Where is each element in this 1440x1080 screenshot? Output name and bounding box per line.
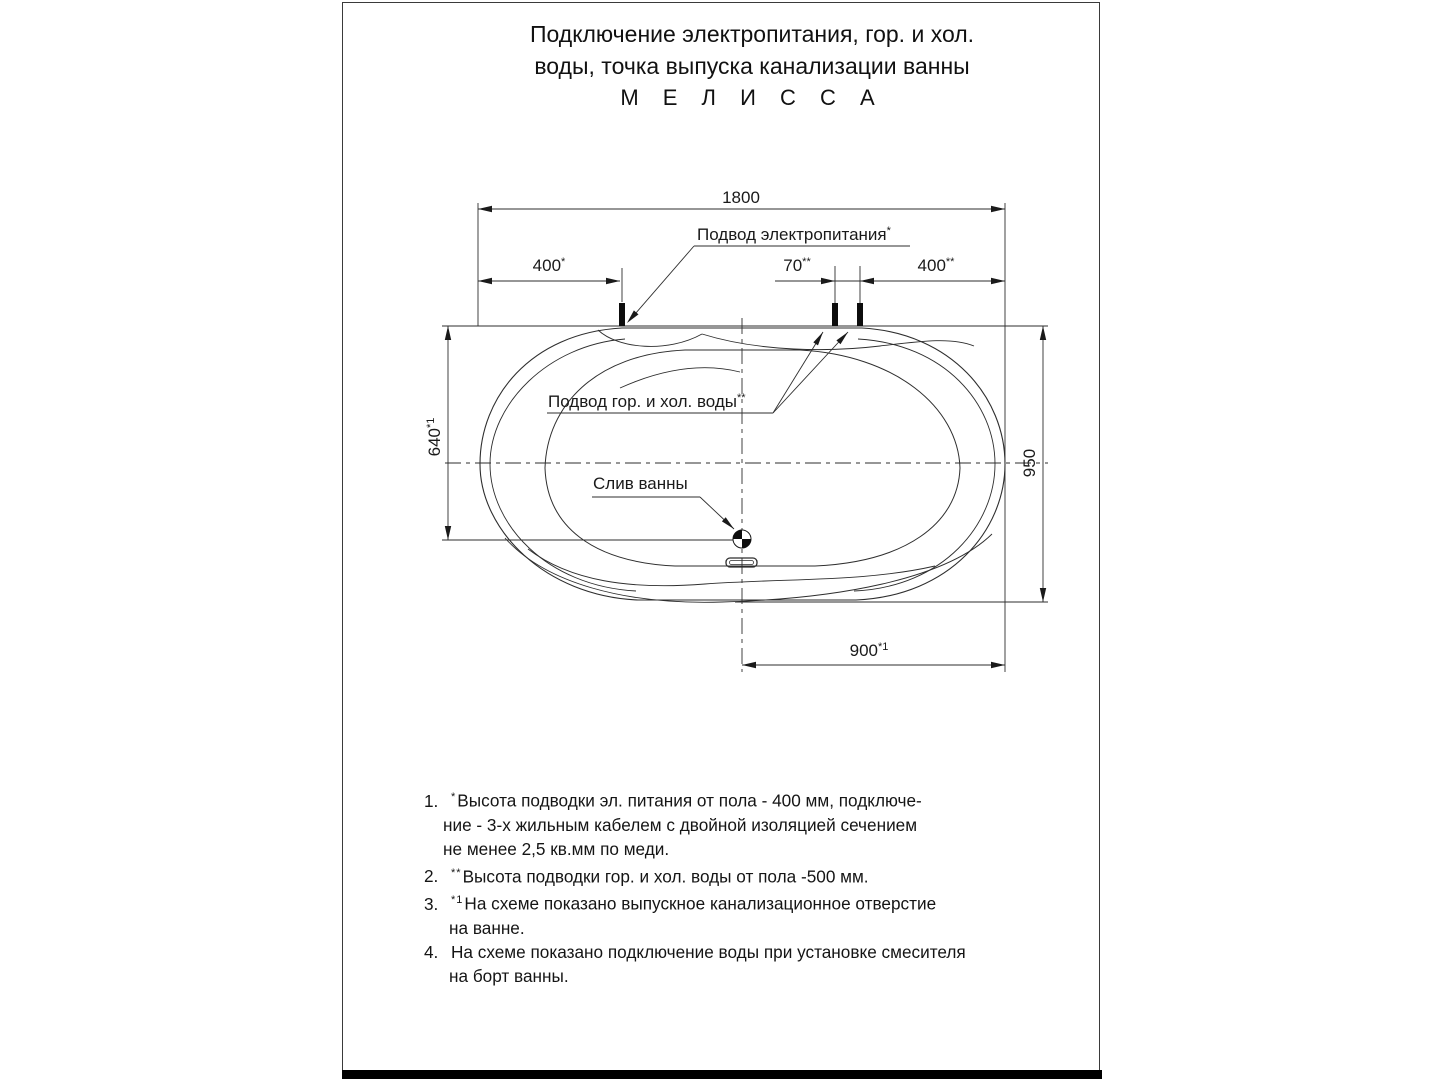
power-connection-tick [619,303,625,326]
note-line: 1. *Высота подводки эл. питания от пола - 400 мм, подключе- [424,790,922,811]
note-line: на борт ванны. [449,966,569,987]
tub-rim-contour [490,330,995,591]
dim-pipes-offset: 400** [917,256,955,275]
water-connection-tick-2 [857,303,863,326]
inner-ledge-curve [620,368,740,388]
note-line: ние - 3-х жильным кабелем с двойной изоляцией сечением [443,814,918,835]
title-line-2: воды, точка выпуска канализации ванны [534,53,970,79]
note-line: 4. На схеме показано подключение воды при установке смесителя [424,942,966,963]
headrest-notch-left [598,330,702,346]
dim-drain-from-top: 640$^{*1}$ [425,417,444,457]
label-power-supply: Подвод электропитания* [697,225,891,244]
label-drain: Слив ванны [593,474,688,493]
tub-basin-contour [545,350,960,566]
dim-pipes-gap: 70** [783,256,811,275]
dim-drain-from-center: 900$^{*1}$ [849,641,889,660]
centerlines [445,318,1048,672]
title-line-1: Подключение электропитания, гор. и хол. [529,21,975,47]
note-line: 3. $^{*1}$На схеме показано выпускное канализационное отверстие [424,894,937,915]
dim-total-width: 1800 [722,188,760,207]
label-water-supply: Подвод гор. и хол. воды** [548,392,746,411]
product-name: М Е Л И С С А [620,85,884,110]
note-line: на ванне. [449,918,525,939]
notes-block [424,785,966,988]
note-line: не менее 2,5 кв.мм по меди. [443,838,670,859]
connection-ticks [619,303,863,326]
drain-symbol [733,530,751,548]
dim-power-offset: 400* [532,256,566,275]
dim-depth: 950 [1020,448,1039,478]
tub-outer-contour [480,328,1005,600]
water-connection-tick-1 [832,303,838,326]
leader-arrows [627,310,848,529]
dimension-arrows [445,206,1046,668]
note-line: 2. **Высота подводки гор. и хол. воды от пола -500 мм. [424,866,869,887]
